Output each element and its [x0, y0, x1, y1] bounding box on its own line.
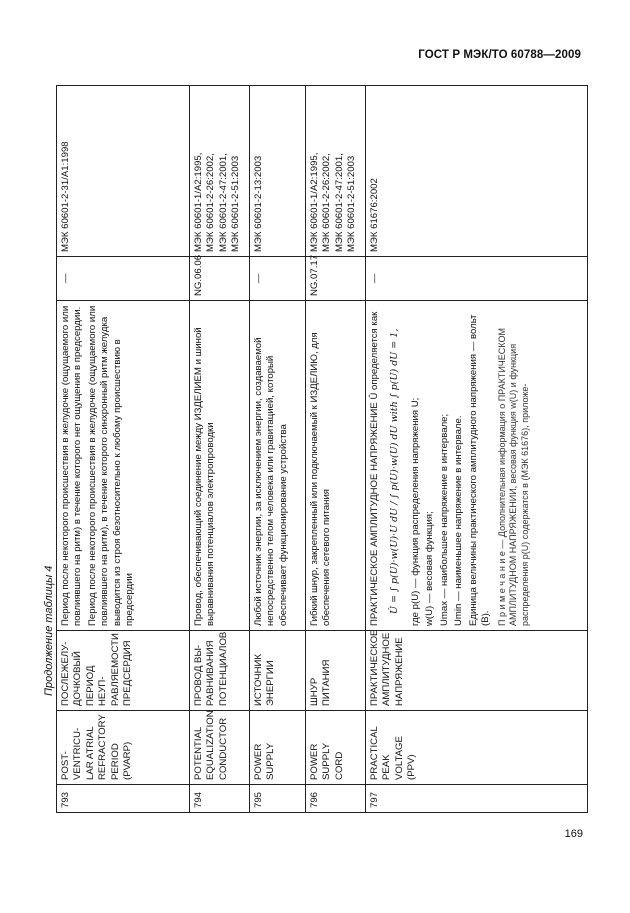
term-number: 796	[306, 785, 366, 813]
reference-line: МЭК 60601-1/А2:1995,	[193, 152, 204, 252]
term-russian: ПРАКТИЧЕСКОЕ АМПЛИТУДНОЕ НАПРЯЖЕНИЕ	[366, 631, 588, 711]
terms-table	[56, 85, 588, 813]
term-russian: ПОСЛЕЖЕЛУ-ДОЧКОВЫЙ ПЕРИОД НЕУП-РАВЛЯЕМОСТИ ПРЕДСЕРДИЯ	[57, 631, 190, 711]
terms-table-region	[56, 86, 588, 813]
term-definition	[57, 301, 190, 631]
reference-line: МЭК 60601-2-26:2002,	[205, 153, 217, 252]
reference-line: МЭК 60601-2-47:2001,	[333, 153, 345, 252]
term-ng-code: NG.07.17	[306, 257, 366, 301]
rotated-table-container	[56, 86, 588, 813]
reference-line: МЭК 60601-2-31/А1:1998	[60, 141, 71, 252]
reference-line: МЭК 60601-2-26:2002,	[321, 153, 333, 252]
term-references	[366, 86, 588, 257]
definition-note: П р и м е ч а н и е — Дополнительная информация о ПРАКТИЧЕСКОМ АМПЛИТУДНОМ НАПРЯЖЕНИИ, весовая функция w(U) и функция распределения p(U) содержатся в (МЭК 61676), приложе-	[496, 328, 530, 626]
term-english: PRACTICAL PEAK VOLTAGE (PPV)	[366, 711, 588, 785]
definition-paragraph: Период после некоторого происшествия в желудочке (ощущаемого или повлиявшего на ритм), в течение которого синхронный ритм желудка выводится из строя безотносительно к любому происшествию в предсердии	[86, 305, 136, 626]
ppv-formula: Û = ∫ p(U)·w(U)·U dU / ∫ p(U)·w(U) dU with ∫ p(U) dU = 1,	[389, 328, 401, 614]
ng-code-value: —	[60, 273, 71, 284]
ng-code-value: —	[253, 273, 264, 284]
term-english: POWER SUPPLY	[250, 711, 306, 785]
reference-line: МЭК 60601-2-47:2001,	[217, 153, 229, 252]
term-number: 794	[190, 785, 250, 813]
definition-line: Единица величины практического амплитудного напряжения — вольт (В).	[467, 314, 492, 626]
definition-paragraph: Любой источник энергии, за исключением энергии, создаваемой непосредственно телом человека или гравитацией, который обеспечивает функционирование устройства	[253, 337, 289, 626]
definition-paragraph: Гибкий шнур, закрепленный или подключаемый к ИЗДЕЛИЮ, для обеспечения сетевого питания	[309, 332, 333, 626]
term-references	[306, 86, 366, 257]
term-english: POTENTIAL EQUALIZATION CONDUCTOR	[190, 711, 250, 785]
definition-line: где p(U) — функция распределения напряжения U;	[409, 397, 421, 626]
reference-line: МЭК 60601-2-51:2003	[346, 155, 358, 252]
term-number: 795	[250, 785, 306, 813]
term-ng-code	[57, 257, 190, 301]
reference-line: МЭК 60601-1/А2:1995,	[309, 152, 320, 252]
table-continuation-caption: Продолжение таблицы 4	[43, 565, 55, 696]
term-ng-code: NG.06.06	[190, 257, 250, 301]
table-row	[250, 86, 306, 813]
term-number: 797	[366, 785, 588, 813]
term-russian: ПРОВОД ВЫ-РАВНИВАНИЯ ПОТЕНЦИАЛОВ	[190, 631, 250, 711]
definition-line: w(U) — весовая функция;	[424, 511, 436, 626]
definition-line: Umax — наибольшее напряжение в интервале;	[438, 413, 450, 626]
reference-line: МЭК 61676:2002	[369, 178, 380, 252]
document-code-header: ГОСТ Р МЭК/ТО 60788—2009	[418, 49, 581, 61]
definition-paragraph: Период после некоторого происшествия в желудочке (ощущаемого или повлиявшего на ритм) в течение которого нет ощущения в предсердии.	[60, 305, 84, 626]
definition-paragraph: Провод, обеспечивающий соединение между ИЗДЕЛИЕМ и шиной выравнивания потенциалов электропроводки	[193, 327, 217, 626]
term-definition	[366, 301, 588, 631]
term-references	[190, 86, 250, 257]
term-english: POST-VENTRICU-LAR ATRIAL REFRACTORY PERIOD (PVARP)	[57, 711, 190, 785]
reference-line: МЭК 60601-2-13:2003	[253, 155, 264, 252]
term-russian: ШНУР ПИТАНИЯ	[306, 631, 366, 711]
definition-intro: ПРАКТИЧЕСКОЕ АМПЛИТУДНОЕ НАПРЯЖЕНИЕ Û определяется как	[369, 311, 380, 626]
ng-code-value: —	[369, 273, 380, 284]
term-references	[250, 86, 306, 257]
definition-line: Umin — наименьшее напряжение в интервале.	[453, 415, 465, 626]
term-definition	[250, 301, 306, 631]
table-row	[306, 86, 366, 813]
table-row	[366, 86, 588, 813]
term-ng-code	[366, 257, 588, 301]
term-russian: ИСТОЧНИК ЭНЕРГИИ	[250, 631, 306, 711]
reference-line: МЭК 60601-2-51:2003	[230, 155, 242, 252]
term-number: 793	[57, 785, 190, 813]
table-row	[57, 86, 190, 813]
table-row	[190, 86, 250, 813]
page-number: 169	[564, 828, 583, 840]
term-definition	[306, 301, 366, 631]
term-definition	[190, 301, 250, 631]
term-ng-code	[250, 257, 306, 301]
term-english: POWER SUPPLY CORD	[306, 711, 366, 785]
term-references	[57, 86, 190, 257]
